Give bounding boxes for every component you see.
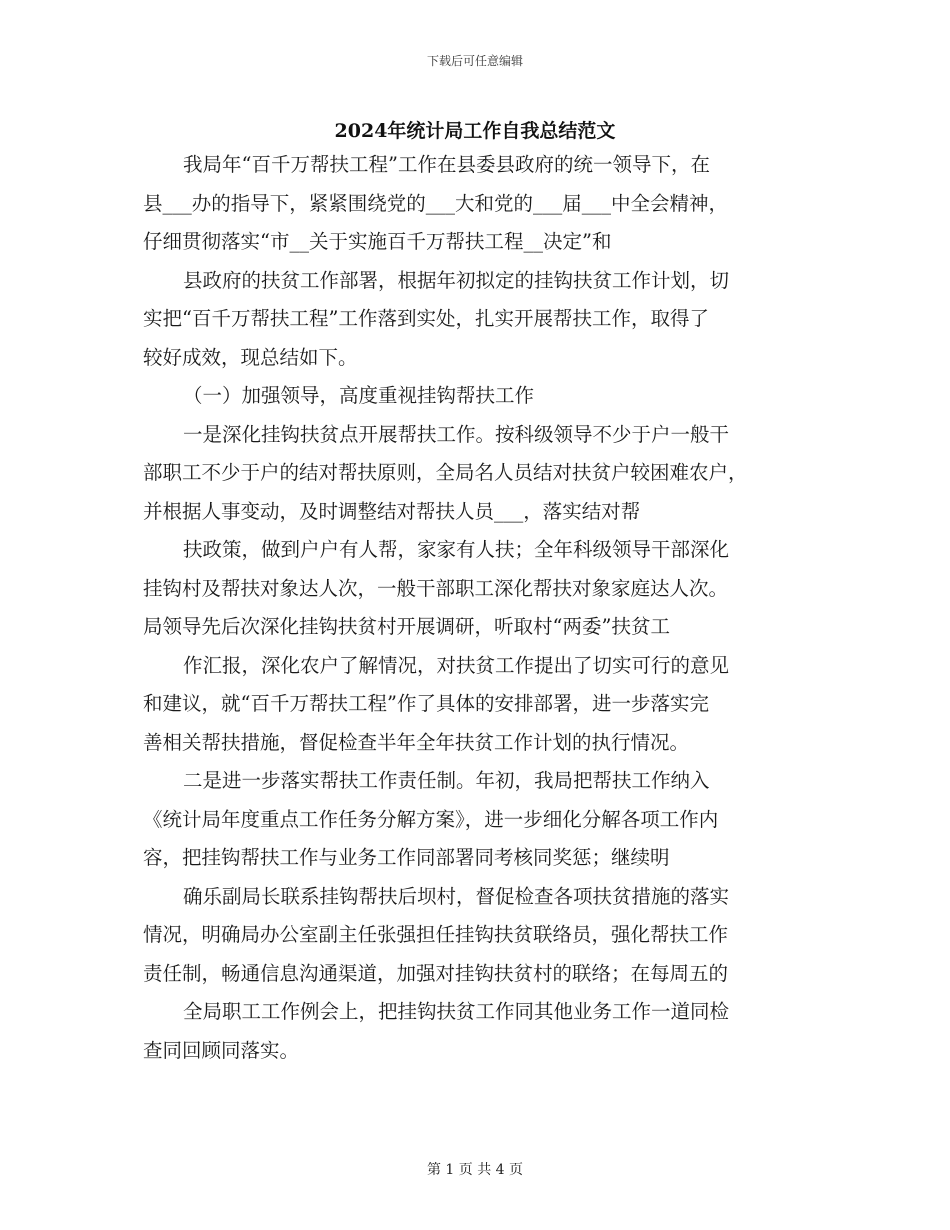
paragraph-line: 实把“百千万帮扶工程”工作落到实处，扎实开展帮扶工作，取得了 — [143, 307, 709, 330]
paragraph-line: 情况，明确局办公室副主任张强担任挂钩扶贫联络员，强化帮扶工作 — [143, 923, 729, 946]
page-indicator: 第 1 页 共 4 页 — [426, 1162, 524, 1178]
section-heading: （一）加强领导，高度重视挂钩帮扶工作 — [183, 384, 535, 407]
paragraph-line: 扶政策，做到户户有人帮，家家有人扶；全年科级领导干部深化 — [183, 538, 730, 561]
paragraph-line: 责任制，畅通信息沟通渠道，加强对挂钩扶贫村的联络；在每周五的 — [143, 961, 729, 985]
paragraph-line: 全局职工工作例会上，把挂钩扶贫工作同其他业务工作一道同检 — [183, 1000, 730, 1023]
paragraph-line: 我局年“百千万帮扶工程”工作在县委县政府的统一领导下，在 — [183, 153, 710, 176]
paragraph-line: 一是深化挂钩扶贫点开展帮扶工作。按科级领导不少于户一般干 — [183, 422, 730, 446]
document-body — [143, 146, 813, 1070]
paragraph-line: 县___办的指导下，紧紧围绕党的___大和党的___届___中全会精神， — [143, 191, 729, 215]
paragraph-line: 县政府的扶贫工作部署，根据年初拟定的挂钩扶贫工作计划，切 — [183, 268, 730, 292]
header-note: 下载后可任意编辑 — [426, 54, 523, 68]
paragraph-line: 部职工不少于户的结对帮扶原则，全局名人员结对扶贫户较困难农户， — [143, 461, 748, 484]
paragraph-line: 容，把挂钩帮扶工作与业务工作同部署同考核同奖惩；继续明 — [143, 846, 670, 869]
paragraph-line: 《统计局年度重点工作任务分解方案》，进一步细化分解各项工作内 — [143, 807, 719, 831]
paragraph-line: 局领导先后次深化挂钩扶贫村开展调研，听取村“两委”扶贫工 — [143, 615, 670, 638]
paragraph-line: 作汇报，深化农户了解情况，对扶贫工作提出了切实可行的意见 — [183, 653, 730, 677]
paragraph-line: 和建议，就“百千万帮扶工程”作了具体的安排部署，进一步落实完 — [143, 692, 709, 715]
paragraph-line: 善相关帮扶措施，督促检查半年全年扶贫工作计划的执行情况。 — [143, 730, 690, 754]
paragraph-line: 仔细贯彻落实“市__关于实施百千万帮扶工程__决定”和 — [143, 230, 612, 253]
paragraph-line: 二是进一步落实帮扶工作责任制。年初，我局把帮扶工作纳入 — [183, 769, 710, 792]
paragraph-line: 确乐副局长联系挂钩帮扶后坝村，督促检查各项扶贫措施的落实 — [183, 884, 730, 908]
paragraph-line: 并根据人事变动，及时调整结对帮扶人员___，落实结对帮 — [143, 499, 641, 523]
paragraph-line: 查同回顾同落实。 — [143, 1038, 300, 1062]
paragraph-line: 较好成效，现总结如下。 — [143, 345, 358, 369]
document-title: 2024年统计局工作自我总结范文 — [334, 120, 616, 142]
paragraph-line: 挂钩村及帮扶对象达人次，一般干部职工深化帮扶对象家庭达人次。 — [143, 576, 729, 600]
